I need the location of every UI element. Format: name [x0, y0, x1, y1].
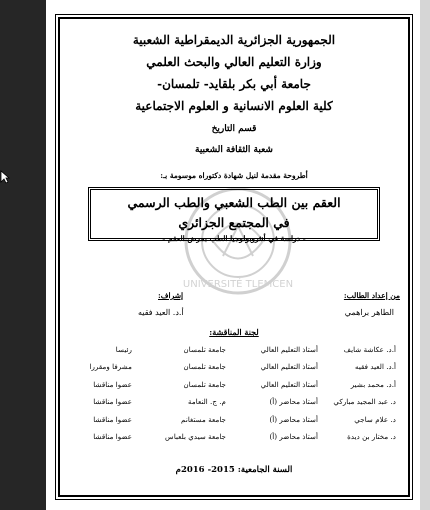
member-name: أ.د. محمد بشير — [350, 380, 396, 389]
student-name: الطاهر براهمي — [344, 308, 394, 317]
member-rank: أستاذ التعليم العالي — [260, 345, 318, 354]
document-page — [46, 0, 420, 510]
committee-row — [66, 415, 402, 427]
committee-row — [66, 432, 402, 444]
header-republic: الجمهورية الجزائرية الديمقراطية الشعبية — [132, 33, 336, 47]
thesis-intro: أطروحة مقدمة لنيل شهادة دكتوراه موسومة بـ: — [160, 171, 308, 180]
header-section: شعبة الثقافة الشعبية — [195, 145, 273, 155]
student-label: من إعداد الطالب: — [343, 291, 400, 300]
header-university: جامعة أبي بكر بلقايد- تلمسان- — [157, 77, 311, 91]
header-department: قسم التاريخ — [211, 124, 257, 134]
member-name: أ.د. عكاشة شايف — [343, 345, 396, 354]
member-role: عضوا مناقشا — [93, 397, 132, 406]
thesis-title: العقم بين الطب الشعبي والطب الرسمي — [127, 195, 341, 210]
member-name: د. عبد المجيد مباركي — [333, 397, 396, 406]
academic-year-label: السنة الجامعية: — [237, 465, 293, 475]
member-university: جامعة تلمسان — [183, 345, 226, 354]
member-university: جامعة تلمسان — [183, 380, 226, 389]
committee-row — [66, 362, 402, 374]
thesis-subtitle: في المجتمع الجزائري — [178, 215, 290, 230]
header-ministry: وزارة التعليم العالي والبحث العلمي — [146, 55, 322, 69]
committee-label: لجنة المناقشة: — [209, 327, 259, 337]
member-role: عضوا مناقشا — [93, 380, 132, 389]
member-rank: أستاذ محاضر (أ) — [269, 432, 318, 441]
member-university: جامعة مستغانم — [181, 415, 226, 424]
member-rank: أستاذ محاضر (أ) — [269, 397, 318, 406]
academic-year — [66, 465, 402, 475]
member-role: مشرفا ومقررا — [89, 362, 132, 371]
member-name: د. مختار بن ديدة — [347, 432, 396, 441]
member-rank: أستاذ محاضر (أ) — [269, 415, 318, 424]
svg-text:UNIVERSITÉ TLEMCEN: UNIVERSITÉ TLEMCEN — [183, 279, 293, 290]
committee-row — [66, 380, 402, 392]
viewer-scrollbar[interactable] — [420, 0, 430, 510]
member-university: جامعة تلمسان — [183, 362, 226, 371]
member-university: جامعة سيدي بلعباس — [165, 432, 226, 441]
committee-row — [66, 397, 402, 409]
member-role: عضوا مناقشا — [93, 432, 132, 441]
header-faculty: كلية العلوم الانسانية و العلوم الاجتماعية — [135, 99, 333, 113]
supervisor-name: أ.د. العيد فقيه — [138, 308, 184, 317]
thesis-study-note: - دراسة في أنثروبولوجيا الطب بمرض العقم - — [162, 234, 306, 243]
member-role: عضوا مناقشا — [93, 415, 132, 424]
member-university: م. ج. النعامة — [188, 397, 226, 406]
viewer-left-panel — [0, 0, 46, 510]
member-rank: أستاذ التعليم العالي — [260, 362, 318, 371]
academic-year-value: 2015- 2016م — [175, 465, 235, 475]
supervisor-label: إشراف: — [158, 291, 184, 300]
member-role: رئيسا — [115, 345, 132, 354]
member-rank: أستاذ التعليم العالي — [260, 380, 318, 389]
member-name: د. علام ساجي — [354, 415, 396, 424]
committee-row — [66, 345, 402, 357]
member-name: أ.د. العيد فقيه — [354, 362, 396, 371]
mouse-cursor-icon — [0, 170, 10, 184]
